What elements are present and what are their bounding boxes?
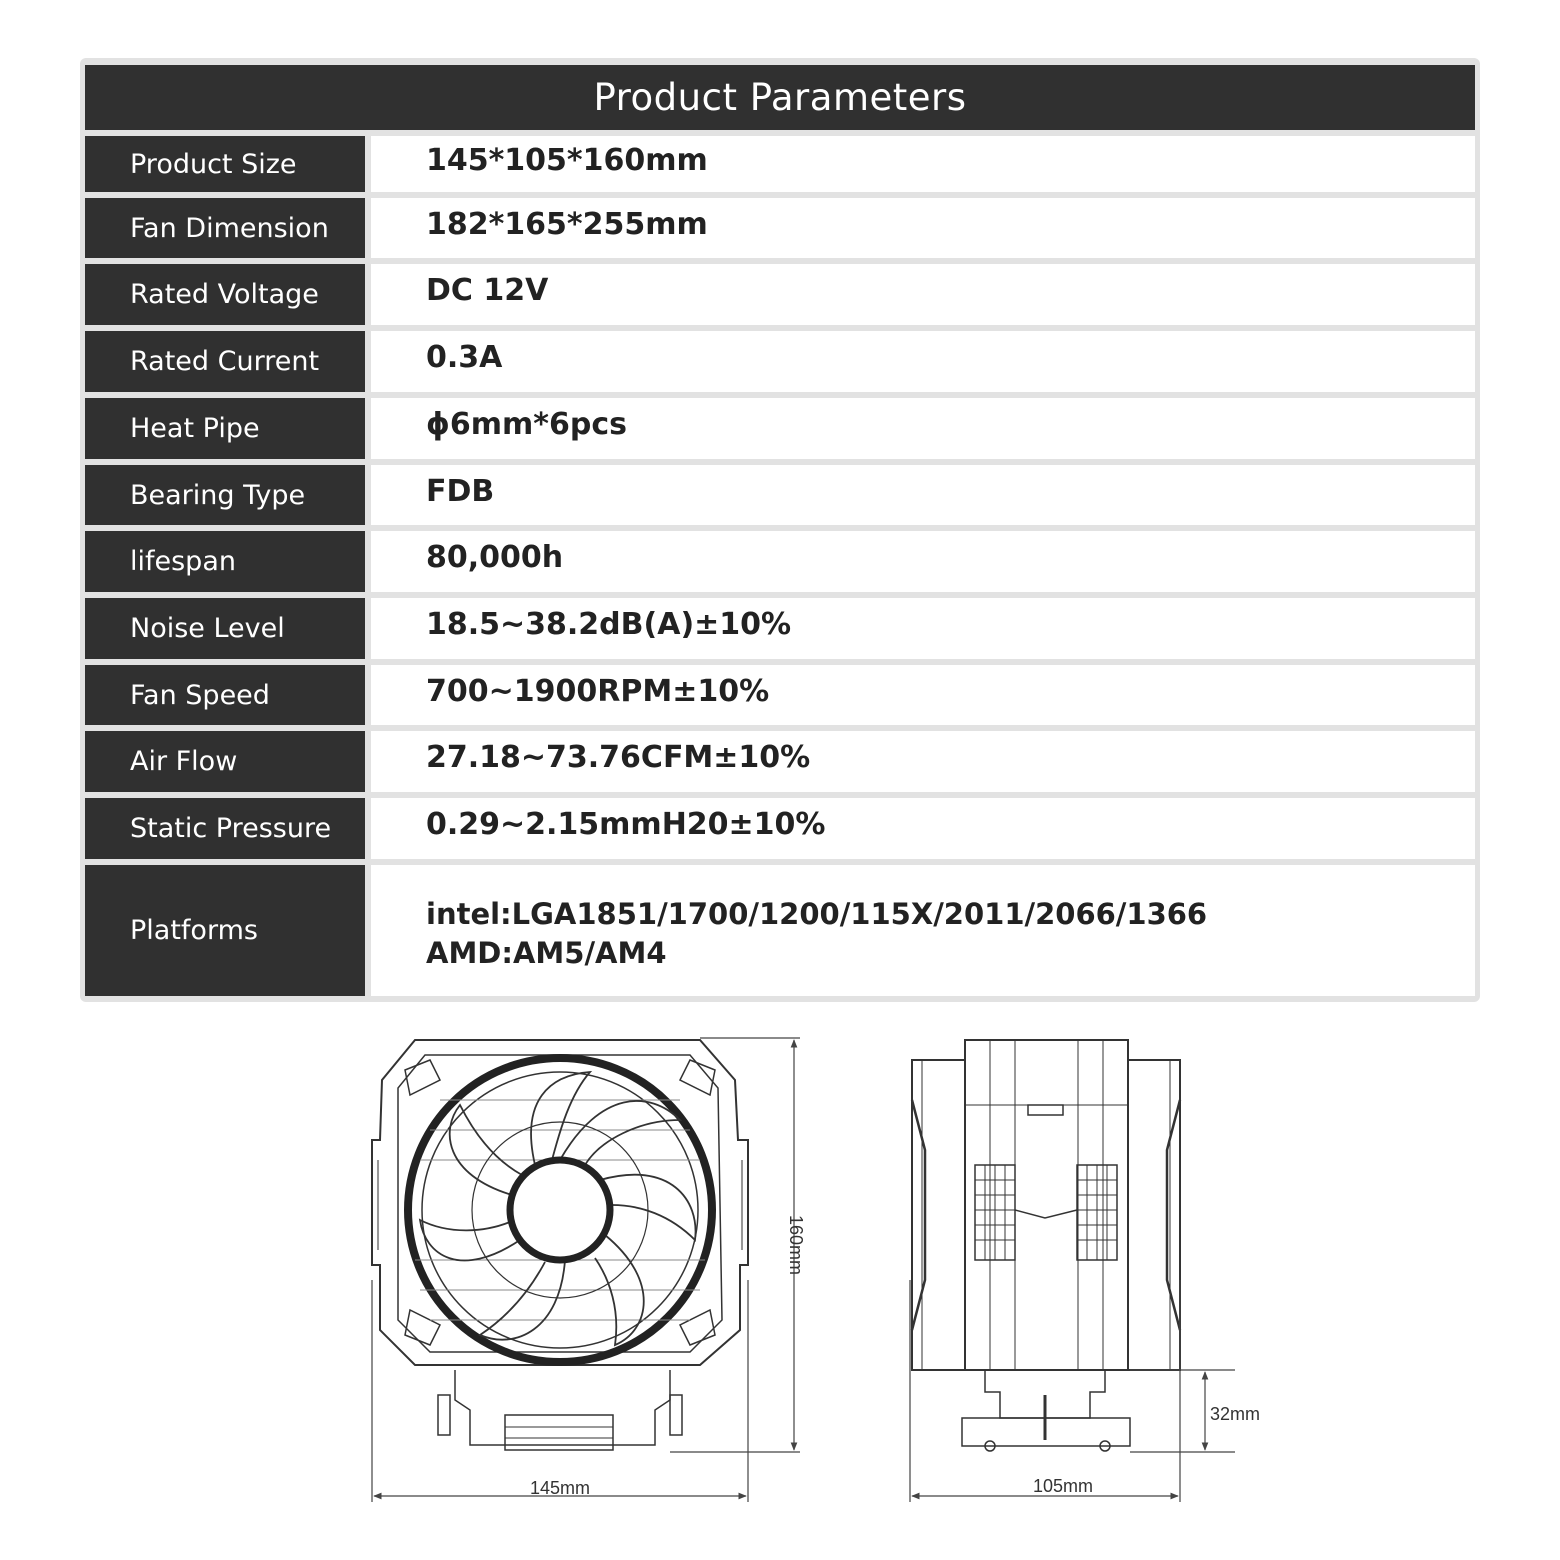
spec-value: DC 12V [371,264,1475,325]
page-title: Product Parameters [85,65,1475,130]
spec-label: Static Pressure [85,798,365,859]
front-width-label: 145mm [529,1478,591,1498]
front-height-label: 160mm [786,1214,806,1276]
spec-label: lifespan [85,531,365,592]
spec-value: 0.29~2.15mmH20±10% [371,798,1475,859]
spec-label: Heat Pipe [85,398,365,459]
spec-value: ϕ6mm*6pcs [371,398,1475,459]
spec-label: Platforms [85,865,365,996]
front-view-drawing [372,1040,748,1450]
spec-value: 145*105*160mm [371,136,1475,192]
spec-label: Product Size [85,136,365,192]
spec-label: Noise Level [85,598,365,659]
spec-label: Fan Dimension [85,198,365,258]
side-dimension-lines [910,1280,1235,1502]
platform-amd: AMD:AM5/AM4 [426,935,667,970]
spec-label: Rated Current [85,331,365,392]
side-base-height-label: 32mm [1210,1404,1261,1424]
spec-label: Fan Speed [85,665,365,725]
side-width-label: 105mm [1032,1476,1094,1496]
spec-value: 18.5~38.2dB(A)±10% [371,598,1475,659]
spec-label: Bearing Type [85,465,365,525]
spec-value: 80,000h [371,531,1475,592]
spec-value: 27.18~73.76CFM±10% [371,731,1475,792]
spec-value: 182*165*255mm [371,198,1475,258]
spec-value: FDB [371,465,1475,525]
spec-label: Air Flow [85,731,365,792]
spec-value: 700~1900RPM±10% [371,665,1475,725]
spec-value: 0.3A [371,331,1475,392]
platform-intel: intel:LGA1851/1700/1200/115X/2011/2066/1366 [426,896,1208,931]
side-view-drawing [912,1040,1180,1451]
spec-label: Rated Voltage [85,264,365,325]
